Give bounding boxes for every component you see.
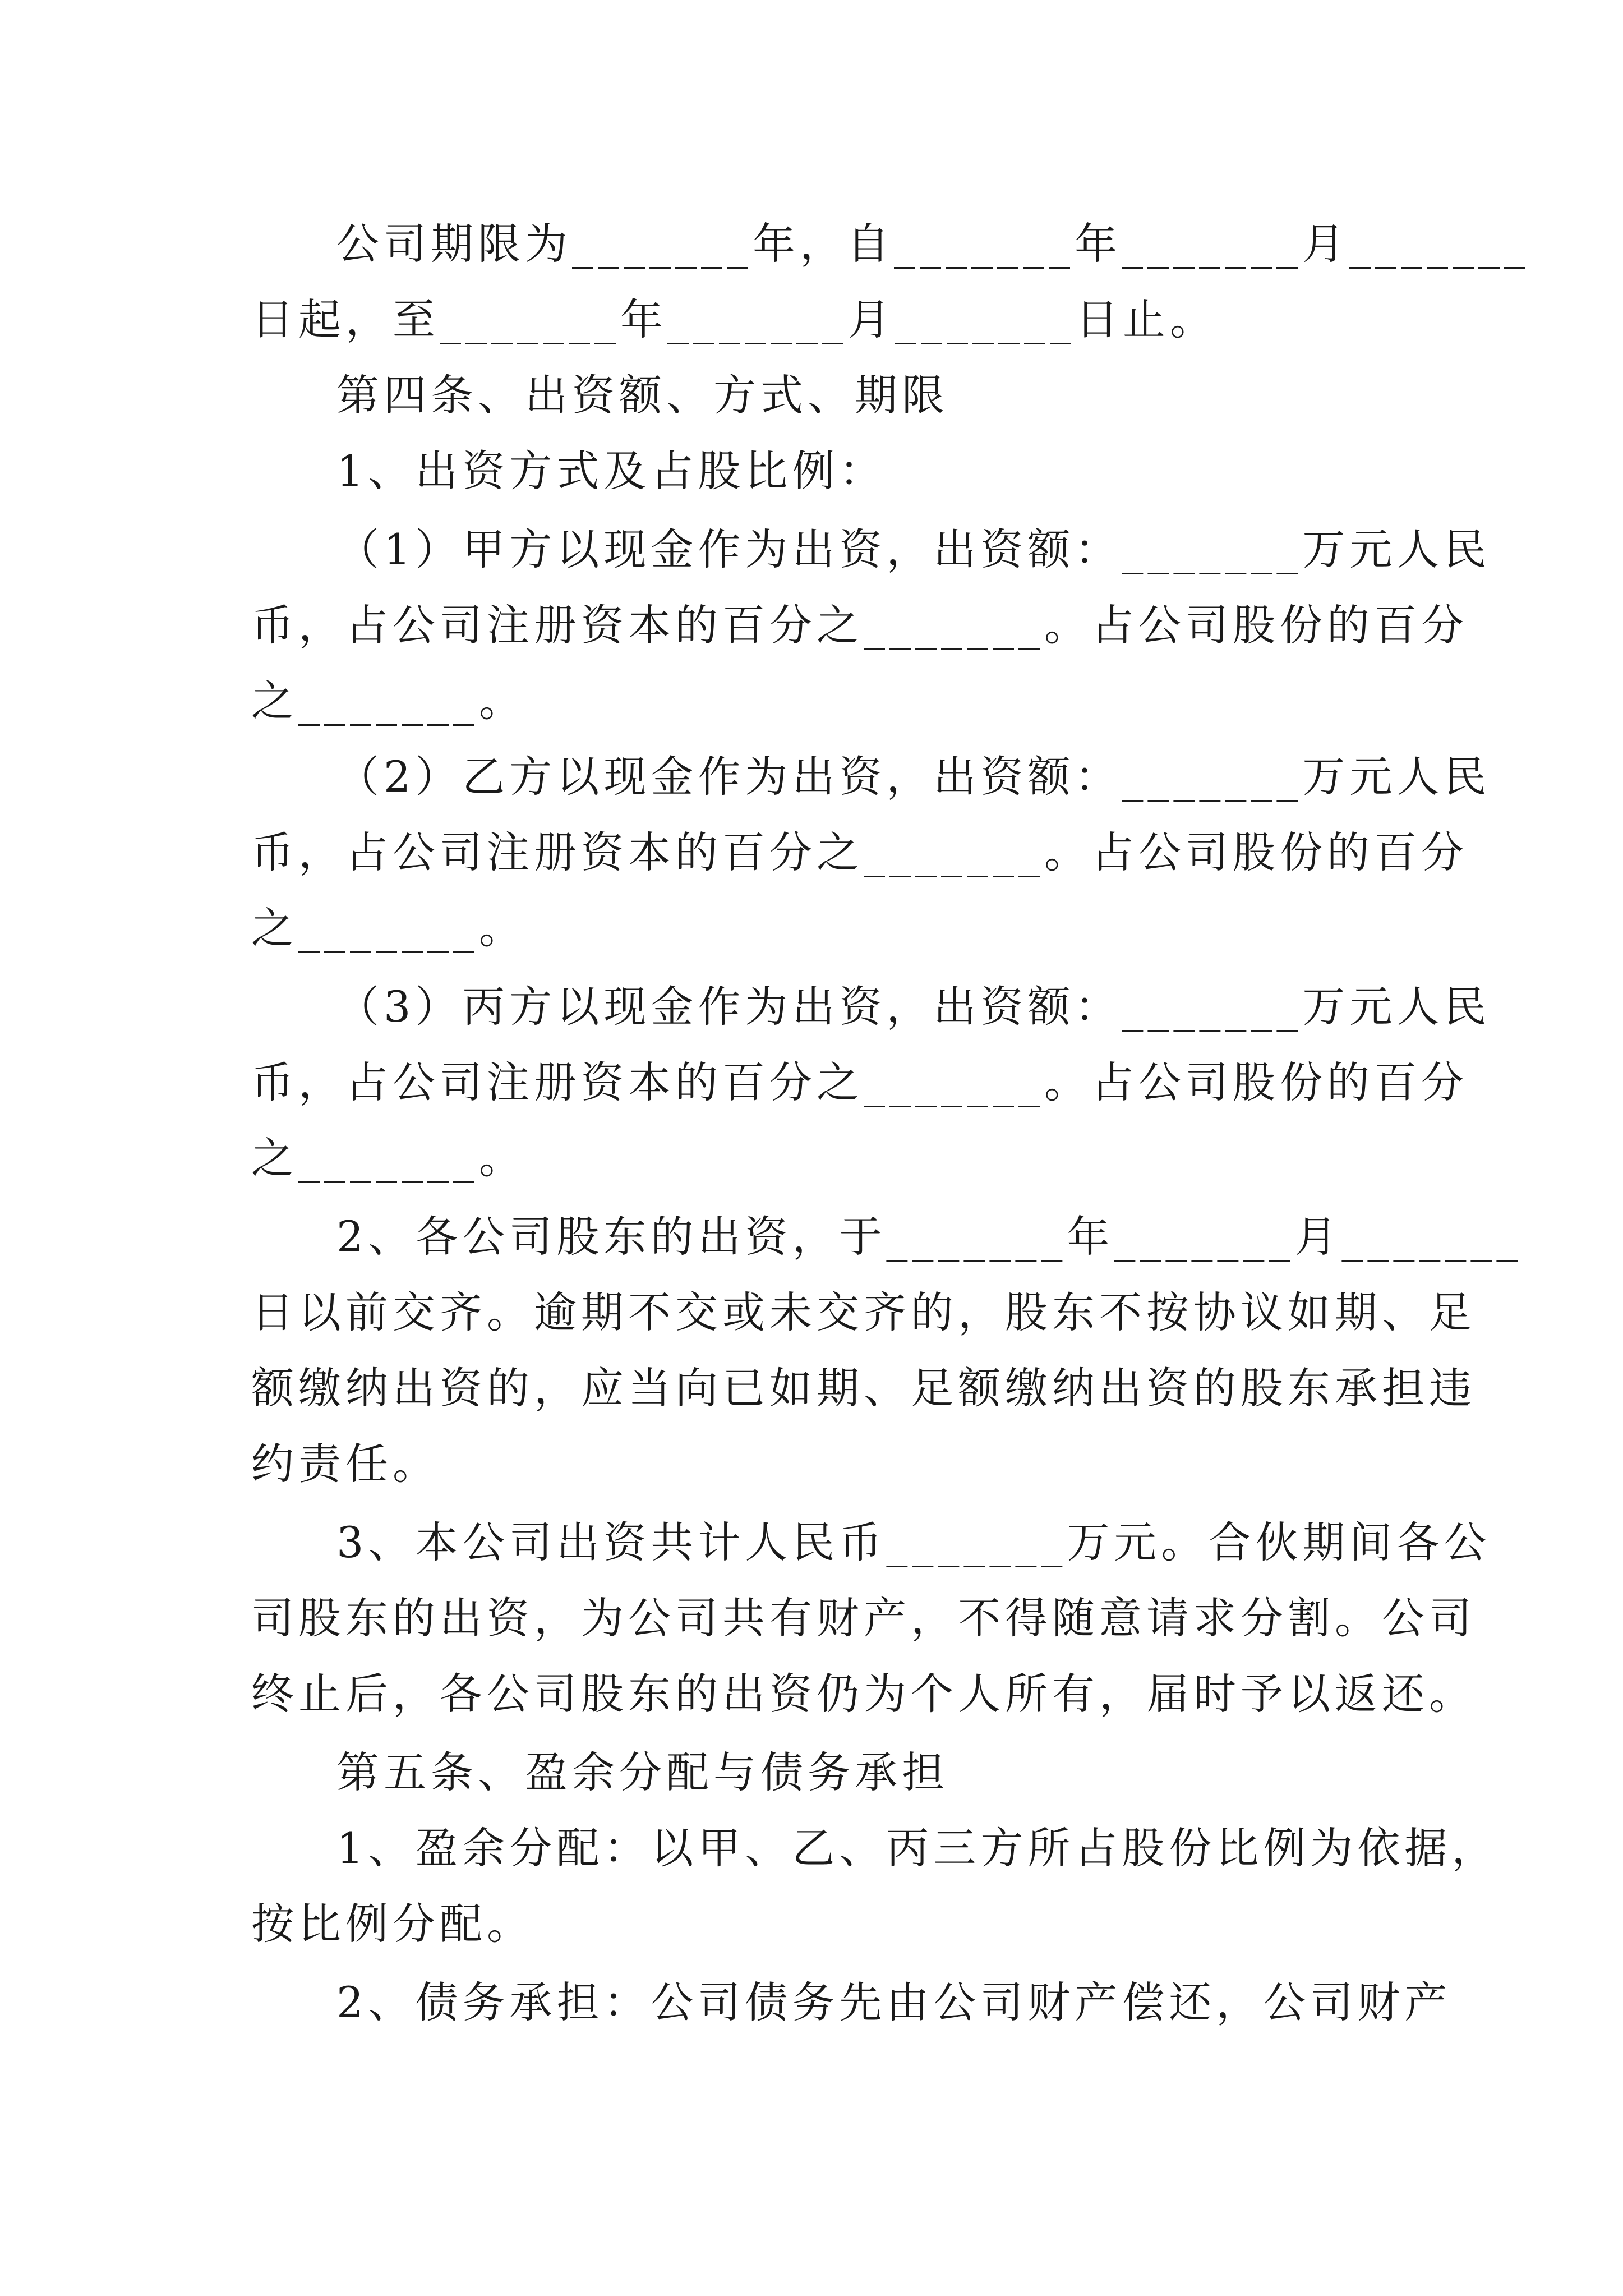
text-line: （3）丙方以现金作为出资，出资额：_______万元人民	[336, 982, 1491, 1032]
text-line: 1、出资方式及占股比例：	[336, 446, 887, 496]
text-line: 之_______。	[251, 676, 526, 726]
text-line: 币，占公司注册资本的百分之_______。占公司股份的百分	[251, 827, 1468, 877]
text-line: 2、债务承担：公司债务先由公司财产偿还，公司财产	[336, 1977, 1452, 2027]
text-line: 额缴纳出资的，应当向已如期、足额缴纳出资的股东承担违	[251, 1363, 1476, 1413]
text-line: 按比例分配。	[251, 1899, 534, 1949]
text-line: 之_______。	[251, 903, 526, 953]
section-heading: 第五条、盈余分配与债务承担	[336, 1747, 949, 1797]
section-heading: 第四条、出资额、方式、期限	[336, 370, 949, 420]
text-line: 币，占公司注册资本的百分之_______。占公司股份的百分	[251, 1057, 1468, 1107]
text-line: 2、各公司股东的出资，于_______年_______月_______	[336, 1212, 1523, 1262]
text-line: 约责任。	[251, 1439, 440, 1489]
text-line: 日起，至_______年_______月_______日止。	[251, 295, 1217, 344]
text-line: （1）甲方以现金作为出资，出资额：_______万元人民	[336, 524, 1491, 574]
text-line: 终止后，各公司股东的出资仍为个人所有，届时予以返还。	[251, 1669, 1476, 1719]
text-line: 日以前交齐。逾期不交或未交齐的，股东不按协议如期、足	[251, 1287, 1476, 1337]
text-line: 1、盈余分配：以甲、乙、丙三方所占股份比例为依据，	[336, 1823, 1499, 1873]
text-line: 3、本公司出资共计人民币_______万元。合伙期间各公	[336, 1517, 1491, 1567]
text-line: 币，占公司注册资本的百分之_______。占公司股份的百分	[251, 600, 1468, 650]
text-line: 公司期限为_______年，自_______年_______月_______	[336, 219, 1530, 269]
text-line: （2）乙方以现金作为出资，出资额：_______万元人民	[336, 752, 1491, 802]
text-line: 之_______。	[251, 1133, 526, 1183]
text-line: 司股东的出资，为公司共有财产，不得随意请求分割。公司	[251, 1593, 1476, 1643]
